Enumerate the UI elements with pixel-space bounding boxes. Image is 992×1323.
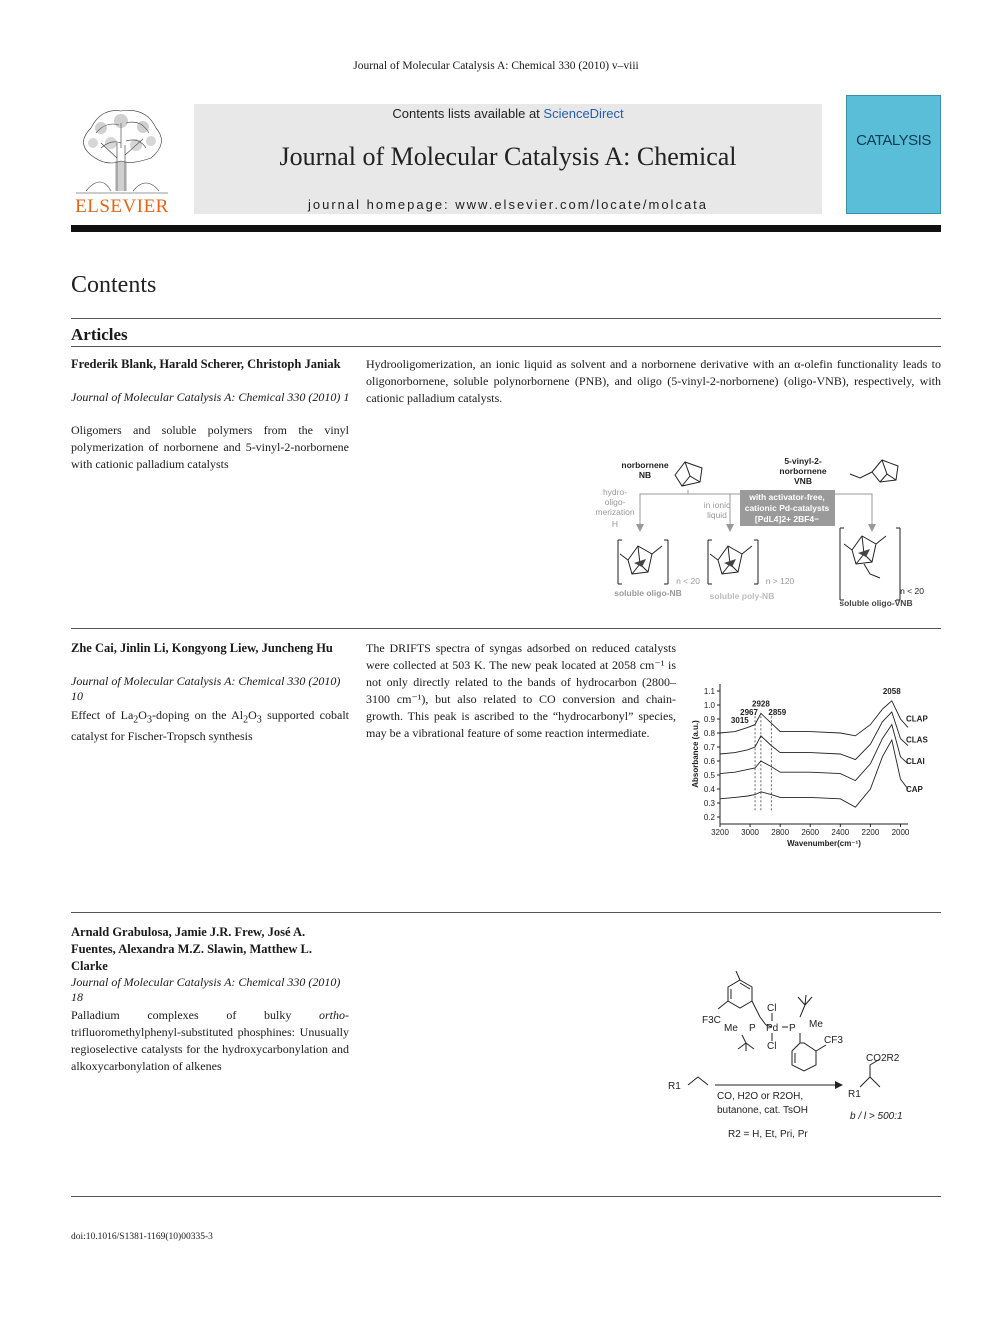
divider <box>71 628 941 629</box>
title-part: O <box>138 708 147 722</box>
y-tick-label: 0.3 <box>703 799 715 808</box>
article-3-authors: Arnald Grabulosa, Jamie J.R. Frew, José A. Fuentes, Alexandra M.Z. Slawin, Matthew L. Clarke <box>71 925 312 973</box>
hydro-label-4: H <box>611 519 619 529</box>
y-axis-label: Absorbance (a.u.) <box>691 720 700 788</box>
vnb-label-2: norbornene <box>779 466 827 476</box>
title-part: O <box>248 708 257 722</box>
y-tick-label: 1.1 <box>703 687 715 696</box>
y-tick-label: 0.5 <box>703 771 715 780</box>
nb-label-2: NB <box>638 470 652 480</box>
co2r2-label: CO2R2 <box>866 1053 900 1064</box>
x-tick-label: 2400 <box>831 828 850 837</box>
legend-label: CLAI <box>906 756 925 766</box>
ionic-label-1: in ionic <box>703 500 731 510</box>
article-2-title[interactable] <box>71 707 349 745</box>
article-2-journal-ref[interactable]: Journal of Molecular Catalysis A: Chemical 330 (2010) 10 <box>71 674 341 703</box>
article-2-authors: Zhe Cai, Jinlin Li, Kongyong Liew, Juncheng Hu <box>71 641 333 655</box>
y-tick-label: 0.2 <box>703 813 715 822</box>
catalyst-label-3: [PdL4]2+ 2BF4− <box>754 514 820 524</box>
journal-homepage[interactable]: journal homepage: www.elsevier.com/locate/molcata <box>307 197 709 212</box>
ionic-label-2: liquid <box>707 510 727 520</box>
subscript: 2 <box>243 714 249 726</box>
divider <box>71 1196 941 1197</box>
elsevier-wordmark: ELSEVIER <box>75 196 169 217</box>
drifts-spectra-chart <box>690 672 940 854</box>
divider <box>71 912 941 913</box>
p-left-label: P <box>749 1023 756 1034</box>
divider <box>71 346 941 347</box>
journal-banner <box>194 104 822 214</box>
x-tick-label: 2800 <box>771 828 790 837</box>
product-label-2: soluble poly-NB <box>709 591 775 601</box>
p-right-label: P <box>789 1023 796 1034</box>
legend-label: CLAP <box>906 714 928 724</box>
article-3-title[interactable] <box>71 1007 349 1075</box>
running-header: Journal of Molecular Catalysis A: Chemical 330 (2010) v–viii <box>353 60 639 72</box>
n-label-1: n < 20 <box>676 576 700 586</box>
article-1-title[interactable]: Oligomers and soluble polymers from the vinyl polymerization of norbornene and 5-vinyl-2-norbornene with cationic palladium catalysts <box>71 423 349 471</box>
doi[interactable]: doi:10.1016/S1381-1169(10)00335-3 <box>71 1232 213 1242</box>
r2-definition: R2 = H, Et, Pri, Pr <box>728 1129 808 1140</box>
x-axis-label: Wavenumber(cm⁻¹) <box>787 839 861 848</box>
conditions-line-2: butanone, cat. TsOH <box>717 1105 808 1116</box>
article-2-abstract: The DRIFTS spectra of syngas adsorbed on reduced catalysts were collected at 503 K. The new peak located at 2058 cm⁻¹ is not only directly related to the bands of hydrocarbon (2800–3100 cm⁻¹), but also related to CO conversion and chain-growth. This peak is ascribed to the “hydrocarbonyl” species, may be a vibrational feature of some reaction intermediate. <box>366 641 676 740</box>
article-1-abstract: Hydrooligomerization, an ionic liquid as solvent and a norbornene derivative with an α-olefin functionality leads to oligonorbornene, soluble polynorbornene (PNB), and oligo (5-vinyl-2-norbornene) (oligo-VNB), respectively, with cationic palladium catalysts. <box>366 357 941 405</box>
subscript: 3 <box>146 714 152 726</box>
legend-label: CAP <box>906 785 923 794</box>
peak-annotation: 2859 <box>768 707 787 717</box>
pd-label: Pd <box>766 1023 779 1034</box>
peak-annotation: 2967 <box>740 707 758 717</box>
cf3-label: CF3 <box>824 1035 843 1046</box>
y-tick-label: 0.6 <box>703 757 715 766</box>
title-part: Effect of La <box>71 708 134 722</box>
cover-title: CATALYSIS <box>856 132 931 149</box>
chart-axis <box>720 684 908 824</box>
articles-heading: Articles <box>71 325 128 344</box>
nb-label-1: norbornene <box>621 460 669 470</box>
cl-top-label: Cl <box>767 1003 777 1014</box>
hydro-label-3: merization <box>595 507 635 517</box>
article-1-graphical-abstract <box>590 450 940 610</box>
hydro-label-2: oligo- <box>604 497 626 507</box>
header-rule <box>71 225 941 232</box>
legend-label: CLAS <box>906 735 928 745</box>
hydro-label-1: hydro- <box>602 487 628 497</box>
selectivity-label: b / l > 500:1 <box>850 1111 903 1122</box>
catalyst-label-2: cationic Pd-catalysts <box>744 503 830 513</box>
title-part: Palladium complexes of bulky <box>71 1008 319 1022</box>
r1-right-label: R1 <box>848 1089 861 1100</box>
journal-title: Journal of Molecular Catalysis A: Chemical <box>279 142 737 171</box>
contents-available-text: Contents lists available at <box>392 106 540 121</box>
y-tick-label: 0.7 <box>703 743 715 752</box>
me-right-label: Me <box>809 1019 823 1030</box>
r1-left-label: R1 <box>668 1081 681 1092</box>
x-tick-label: 3200 <box>711 828 729 837</box>
title-part: -doping on the Al <box>151 708 244 722</box>
product-label-3: soluble oligo-VNB <box>839 598 913 608</box>
article-3-reaction-scheme <box>660 965 920 1150</box>
vnb-label-1: 5-vinyl-2- <box>784 456 822 466</box>
contents-available-line <box>194 106 822 121</box>
y-tick-label: 0.9 <box>703 715 715 724</box>
x-tick-label: 2200 <box>861 828 880 837</box>
contents-heading: Contents <box>71 272 157 298</box>
product-label-1: soluble oligo-NB <box>614 588 682 598</box>
peak-annotation: 3015 <box>730 716 749 726</box>
x-tick-label: 2600 <box>801 828 820 837</box>
title-italic: ortho <box>318 1008 345 1022</box>
conditions-line-1: CO, H2O or R2OH, <box>717 1091 804 1102</box>
catalyst-label-1: with activator-free, <box>749 492 825 502</box>
y-tick-label: 1.0 <box>703 701 715 710</box>
x-tick-label: 3000 <box>741 828 759 837</box>
y-tick-label: 0.8 <box>703 729 715 738</box>
n-label-3: n < 20 <box>900 586 924 596</box>
x-tick-label: 2000 <box>891 828 910 837</box>
cl-bottom-label: Cl <box>767 1041 777 1052</box>
vnb-label-3: VNB <box>794 476 812 486</box>
article-1-authors: Frederik Blank, Harald Scherer, Christoph Janiak <box>71 357 341 371</box>
peak-annotation: 2058 <box>882 686 901 696</box>
f3c-label: F3C <box>702 1015 721 1026</box>
journal-cover <box>846 95 941 214</box>
article-3-journal-ref[interactable]: Journal of Molecular Catalysis A: Chemical 330 (2010) 18 <box>71 975 341 1004</box>
sciencedirect-link[interactable]: ScienceDirect <box>543 106 624 121</box>
divider <box>71 318 941 319</box>
subscript: 3 <box>256 714 262 726</box>
y-tick-label: 0.4 <box>703 785 715 794</box>
subscript: 2 <box>133 714 139 726</box>
title-part: -trifluoromethylphenyl-substituted phosphines: Unusually regioselective catalysts for the hydroxycarbonylation and alkoxycarbonylation of alkenes <box>71 1008 349 1073</box>
n-label-2: n > 120 <box>765 576 795 586</box>
me-left-label: Me <box>724 1023 738 1034</box>
title-part: supported cobalt catalyst for Fischer-Tropsch synthesis <box>71 708 349 744</box>
article-1-journal-ref[interactable]: Journal of Molecular Catalysis A: Chemical 330 (2010) 1 <box>71 390 350 404</box>
peak-annotation: 2928 <box>752 699 770 709</box>
